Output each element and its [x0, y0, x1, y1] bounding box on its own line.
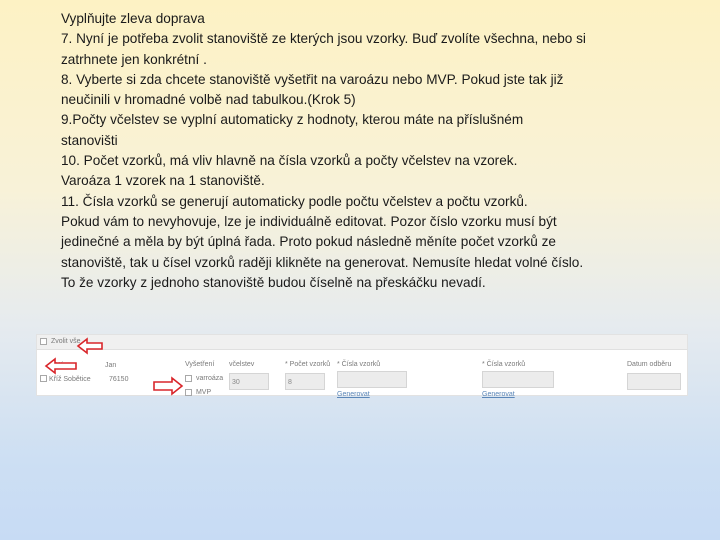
instruction-line: 9.Počty včelstev se vyplní automaticky z hodnoty, kterou máte na příslušném: [61, 112, 524, 128]
instruction-line: stanoviště, tak u čísel vzorků raději klikněte na generovat. Nemusíte hledat volné číslo.: [61, 254, 584, 270]
sample-numbers-field[interactable]: [337, 371, 407, 388]
arrow-right-icon: [152, 376, 184, 396]
instruction-line: 7. Nyní je potřeba zvolit stanoviště ze kterých jsou vzorky. Buď zvolíte všechna, nebo si: [61, 31, 586, 47]
row-station-name: Kříž Sobětice: [49, 376, 91, 383]
row-checkbox-wrap: [40, 375, 47, 382]
colonies-field[interactable]: 30: [229, 373, 269, 390]
form-screenshot: [36, 334, 688, 396]
instruction-line: Vyplňujte zleva doprava: [61, 11, 205, 26]
row-select-checkbox[interactable]: [40, 375, 47, 382]
col-examination-header: Vyšetření: [185, 361, 215, 368]
instruction-line: zatrhnete jen konkrétní .: [61, 51, 207, 67]
arrow-left-icon: [76, 337, 104, 355]
instructions-text: [61, 9, 681, 293]
col-sample-numbers-header-2: * Čísla vzorků: [482, 361, 526, 368]
arrow-left-icon: [44, 357, 78, 375]
instruction-line: Pokud vám to nevyhovuje, lze je individuálně editovat. Pozor číslo vzorku musí být: [61, 213, 557, 229]
instruction-line: Varoáza 1 vzorek na 1 stanoviště.: [61, 173, 265, 189]
col-date-header: Datum odběru: [627, 361, 672, 368]
varroa-checkbox[interactable]: [185, 375, 192, 382]
col-sample-count-header: * Počet vzorků: [285, 361, 331, 368]
row-station-code: 76150: [109, 376, 129, 383]
select-all-row: [37, 335, 687, 350]
instruction-line: 11. Čísla vzorků se generují automaticky podle počtu včelstev a počtu vzorků.: [61, 193, 528, 209]
option-mvp[interactable]: [185, 389, 211, 396]
col-colonies-header: včelstev: [229, 361, 255, 368]
mvp-checkbox[interactable]: [185, 389, 192, 396]
instruction-line: jedinečné a měla by být úplná řada. Proto pokud následně měníte počet vzorků ze: [61, 234, 556, 250]
select-all-label: Zvolit vše: [50, 338, 81, 346]
instruction-line: 10. Počet vzorků, má vliv hlavně na čísla vzorků a počty včelstev na vzorek.: [61, 153, 518, 169]
instruction-line: To že vzorky z jednoho stanoviště budou číselně na přeskáčku nevadí.: [61, 274, 486, 290]
select-all-checkbox[interactable]: [40, 338, 47, 345]
sample-count-field[interactable]: 8: [285, 373, 325, 390]
generate-link-2[interactable]: Generovat: [482, 391, 515, 398]
instruction-line: neučinili v hromadné volbě nad tabulkou.(Krok 5): [61, 92, 356, 108]
generate-link[interactable]: Generovat: [337, 391, 370, 398]
col-unit-header: Jan: [105, 362, 117, 369]
option-varroa[interactable]: [185, 375, 223, 382]
sample-numbers-field-2[interactable]: [482, 371, 554, 388]
varroa-label: varroáza: [195, 375, 224, 383]
instruction-line: stanovišti: [61, 132, 118, 148]
date-field[interactable]: [627, 373, 681, 390]
col-sample-numbers-header: * Čísla vzorků: [337, 361, 381, 368]
instruction-line: 8. Vyberte si zda chcete stanoviště vyšetřit na varoázu nebo MVP. Pokud jste tak již: [61, 71, 564, 87]
mvp-label: MVP: [195, 389, 212, 397]
